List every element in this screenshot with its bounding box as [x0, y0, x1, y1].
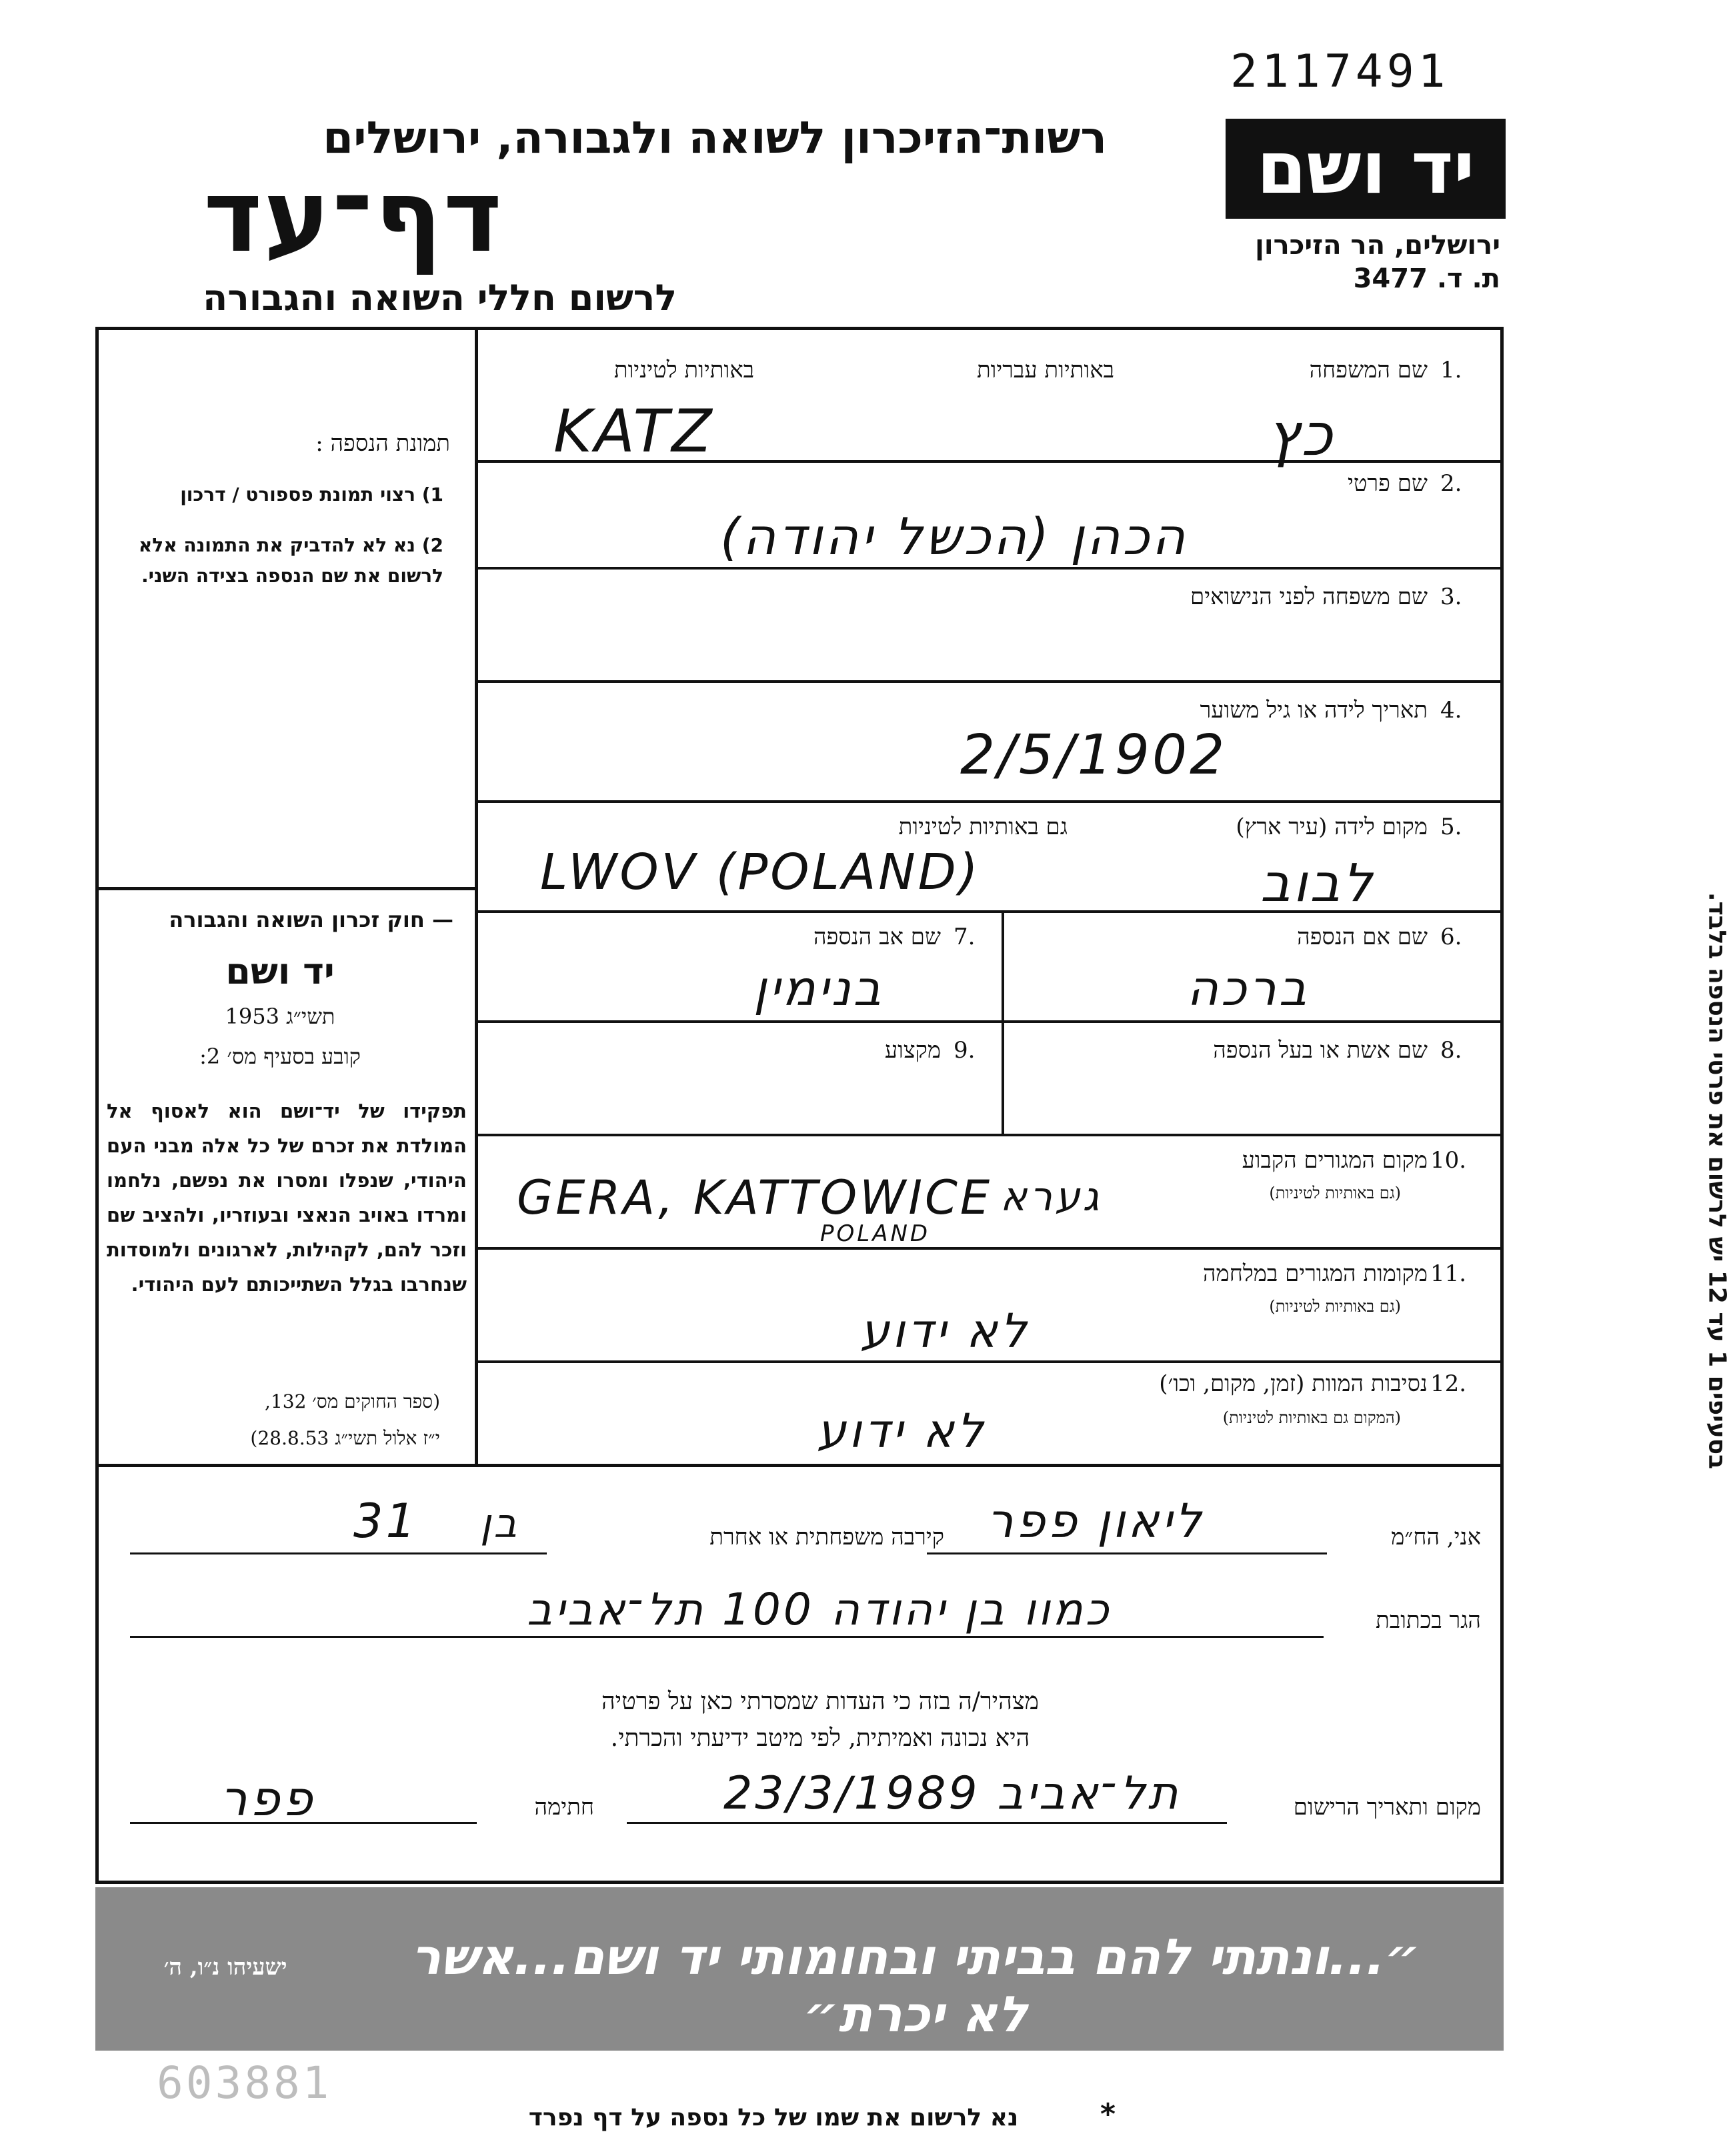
photo-box-item2: 2) נא לא להדביק את התמונה אלא לרשום את שם הנספה בצידה השני.	[138, 534, 443, 587]
field-3-number: 3.	[1440, 584, 1462, 610]
signature-label: חתימה	[534, 1794, 594, 1821]
law-year: תשי״ג 1953	[225, 1004, 335, 1029]
field-sep	[475, 800, 1504, 803]
field-3-label: שם משפחה לפני הנישואים	[1190, 584, 1428, 610]
field-sep	[475, 1134, 1504, 1136]
signature-value[interactable]: פפר	[220, 1771, 315, 1827]
declaration-divider	[95, 1464, 1504, 1467]
photo-box-item1: 1) רצוי תמונת פספורט / דרכון	[180, 483, 443, 505]
field-sep	[475, 680, 1504, 683]
statement-line1: מצהיר/ה בזה כי העדות שמסרתי כאן על פרטיה	[601, 1688, 1040, 1715]
photo-box-title: תמונת הנספה :	[315, 430, 450, 457]
field-5-value-hebrew[interactable]: לבוב	[1260, 854, 1375, 914]
field-7-value[interactable]: בנימין	[753, 960, 884, 1016]
field-mid-divider	[1002, 910, 1004, 1134]
field-2-value[interactable]: הכהן (הכשל יהודה)	[720, 507, 1188, 566]
field-8-label: שם אשת או בעל הנספה	[1213, 1037, 1428, 1064]
field-sep	[475, 567, 1504, 570]
field-10-sublabel: (גם באותיות לטיניות)	[1269, 1184, 1401, 1202]
document-number: 2117491	[1230, 45, 1450, 98]
field-6-value[interactable]: ברכה	[1187, 960, 1310, 1016]
law-ref2: י״ז אלול תשי״ג 28.8.53)	[250, 1427, 440, 1449]
field-sep	[475, 1360, 1504, 1363]
form-title: דף־עד	[203, 159, 503, 275]
field-10-label: מקום המגורים הקבוע	[1242, 1147, 1428, 1174]
field-11-number: 11.	[1430, 1260, 1467, 1287]
field-11-value[interactable]: לא ידוע	[860, 1304, 1030, 1358]
field-10-number: 10.	[1430, 1147, 1467, 1174]
archive-stamp: 603881	[157, 2057, 332, 2109]
field-4-number: 4.	[1440, 697, 1462, 724]
quote-banner	[95, 1887, 1504, 2051]
field-10-value[interactable]: GERA, KATTOWICE	[517, 1170, 993, 1225]
field-8-number: 8.	[1440, 1037, 1462, 1064]
field-6-number: 6.	[1440, 924, 1462, 950]
form-subtitle: לרשום חללי השואה והגבורה	[203, 277, 677, 319]
declarant-value[interactable]: ליאון פפר	[987, 1494, 1204, 1548]
field-9-label: מקצוע	[884, 1037, 941, 1064]
field-1-number: 1.	[1440, 357, 1462, 383]
yad-vashem-logo	[1226, 119, 1506, 219]
law-ref1: (ספר החוקים מס׳ 132,	[265, 1390, 440, 1412]
po-box: ת. ד. 3477	[1353, 263, 1500, 294]
relation-line	[130, 1552, 547, 1554]
address-line: ירושלים, הר הזיכרון	[1255, 230, 1500, 261]
relation-value[interactable]: בן	[480, 1500, 520, 1547]
field-11-sublabel: (גם באותיות לטיניות)	[1269, 1297, 1401, 1316]
address-line-underline	[130, 1636, 1324, 1638]
field-2-label: שם פרטי	[1347, 470, 1428, 497]
side-note: בסעיפים 1 עד 12 יש לרשום את פרטי הנספה בלבד.	[1703, 892, 1731, 1470]
field-1-value-hebrew[interactable]: כץ	[1267, 400, 1336, 469]
place-date-line	[627, 1822, 1227, 1824]
relation-label: קירבה משפחתית או אחרת	[709, 1524, 944, 1550]
declarant-label: אני, הח״מ	[1391, 1524, 1481, 1550]
relation-number[interactable]: 31	[353, 1494, 419, 1548]
column-divider	[475, 327, 478, 1467]
declarant-line	[927, 1552, 1327, 1554]
field-10-value-hebrew[interactable]: גערא	[1000, 1174, 1102, 1220]
field-5-latin-header: גם באותיות לטיניות	[898, 814, 1068, 840]
field-1-value-latin[interactable]: KATZ	[553, 397, 715, 465]
field-5-label: מקום לידה (עיר ארץ)	[1236, 814, 1428, 840]
field-12-number: 12.	[1430, 1370, 1467, 1397]
field-7-label: שם אב הנספה	[813, 924, 941, 950]
field-1-label: שם המשפחה	[1309, 357, 1428, 383]
field-4-label: תאריך לידה או גיל משוער	[1200, 697, 1428, 724]
statement-line2: היא נכונה ואמיתית, לפי מיטב ידיעתי והכרתי.	[610, 1725, 1030, 1752]
field-1-latin-header: באותיות לטיניות	[613, 357, 754, 383]
footer-note: נא לרשום את שמו של כל נספה על דף נפרד	[528, 2104, 1019, 2131]
address-value[interactable]: כמוו בן יהודה 100 תל־אביב	[527, 1584, 1112, 1635]
field-4-value[interactable]: 2/5/1902	[960, 724, 1228, 787]
field-12-sublabel: (המקום גם באותיות לטיניות)	[1222, 1408, 1401, 1427]
place-date-value[interactable]: תל־אביב 23/3/1989	[723, 1767, 1181, 1820]
banner-source: ישעיהו נ״ו, ה׳	[163, 1954, 287, 1981]
law-name: יד ושם	[225, 950, 335, 992]
place-date-label: מקום ותאריך הרישום	[1293, 1794, 1481, 1821]
field-12-value[interactable]: לא ידוע	[817, 1404, 986, 1458]
law-title: — חוק זכרון השואה והגבורה	[169, 907, 453, 932]
field-2-number: 2.	[1440, 470, 1462, 497]
field-7-number: 7.	[954, 924, 976, 950]
photo-box-divider	[95, 887, 478, 890]
footer-star: *	[1100, 2097, 1116, 2131]
field-5-number: 5.	[1440, 814, 1462, 840]
field-10-value-sub[interactable]: POLAND	[820, 1220, 931, 1247]
banner-quote: ״...ונתתי להם בביתי ובחומותי יד ושם...אשר לא יכרת״	[411, 1929, 1420, 2043]
field-sep	[475, 1020, 1504, 1023]
law-body: תפקידו של יד־ושם הוא לאסוף אל המולדת את זכרם של כל אלה מבני העם היהודי, שנפלו ומסרו את נפשם, נלחמו ומרדו באויב הנאצי ובעוזריו, ולהציב שם וזכר להם, לקהילות, לארגונים ולמוסדות שנחרבו בגלל השתייכותם לעם היהודי.	[107, 1100, 467, 1296]
field-1-hebrew-header: באותיות עבריות	[976, 357, 1114, 383]
field-12-label: נסיבות המוות (זמן, מקום, וכו׳)	[1159, 1370, 1428, 1397]
law-clause: קובע בסעיף מס׳ 2:	[199, 1044, 361, 1069]
field-sep	[475, 1247, 1504, 1250]
field-9-number: 9.	[954, 1037, 976, 1064]
address-label: הגר בכתובת	[1376, 1607, 1481, 1634]
logo-text: יד ושם	[1256, 127, 1475, 210]
field-11-label: מקומות המגורים במלחמה	[1203, 1260, 1428, 1287]
organization-line: רשות־הזיכרון לשואה ולגבורה, ירושלים	[323, 112, 1107, 163]
field-6-label: שם אם הנספה	[1297, 924, 1428, 950]
field-5-value-latin[interactable]: LWOV (POLAND)	[540, 844, 981, 901]
